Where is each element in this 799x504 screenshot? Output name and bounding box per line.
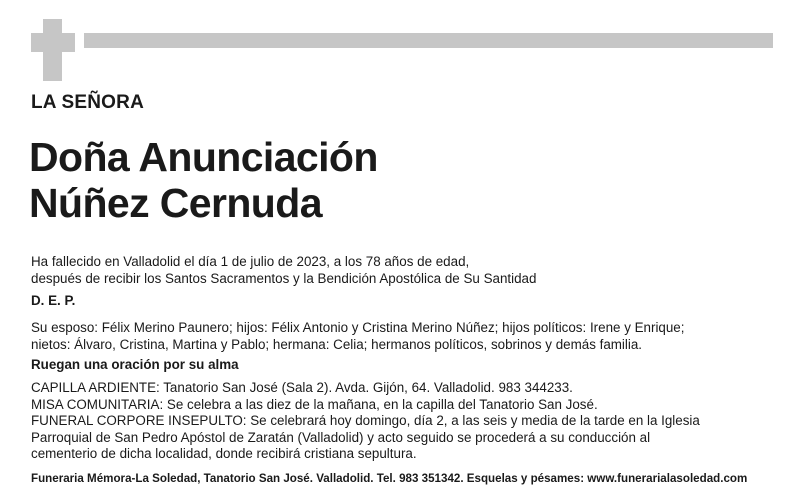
- mass-info: MISA COMUNITARIA: Se celebra a las diez de la mañana, en la capilla del Tanatorio San José.: [31, 396, 598, 412]
- header-divider-bar: [84, 33, 773, 48]
- funeral-home-footer: Funeraria Mémora-La Soledad, Tanatorio San José. Valladolid. Tel. 983 351342. Esquelas y pésames: www.funerarialasoledad.com: [31, 472, 748, 485]
- family-list: [31, 319, 776, 353]
- funeral-info-line-2: Parroquial de San Pedro Apóstol de Zaratán (Valladolid) y acto seguido se procederá a su conducción al: [31, 429, 651, 445]
- funeral-info-line-1: FUNERAL CORPORE INSEPULTO: Se celebrará hoy domingo, día 2, a las seis y media de la tarde en la Iglesia: [31, 413, 700, 428]
- rest-in-peace: D. E. P.: [31, 293, 76, 308]
- funeral-info-line-3: cementerio de dicha localidad, donde recibirá cristiana sepultura.: [31, 446, 417, 461]
- service-details: [31, 380, 771, 463]
- deceased-name: [29, 134, 378, 226]
- death-announcement: [31, 253, 536, 287]
- family-list-line-2: nietos: Álvaro, Cristina, Martina y Pablo; hermana: Celia; hermanos políticos, sobrinos y demás familia.: [31, 337, 643, 352]
- family-list-line-1: Su esposo: Félix Merino Paunero; hijos: Félix Antonio y Cristina Merino Núñez; hijos políticos: Irene y Enrique;: [31, 320, 685, 335]
- cross-horizontal-bar: [31, 33, 75, 52]
- chapel-info: CAPILLA ARDIENTE: Tanatorio San José (Sala 2). Avda. Gijón, 64. Valladolid. 983 344233.: [31, 380, 573, 395]
- death-announcement-line-2: después de recibir los Santos Sacramentos y la Bendición Apostólica de Su Santidad: [31, 271, 537, 286]
- prayer-request: Ruegan una oración por su alma: [31, 357, 239, 372]
- deceased-name-line-2: Núñez Cernuda: [29, 180, 322, 226]
- honorific-title: LA SEÑORA: [31, 92, 144, 113]
- death-announcement-line-1: Ha fallecido en Valladolid el día 1 de julio de 2023, a los 78 años de edad,: [31, 254, 470, 269]
- deceased-name-line-1: Doña Anunciación: [29, 134, 378, 180]
